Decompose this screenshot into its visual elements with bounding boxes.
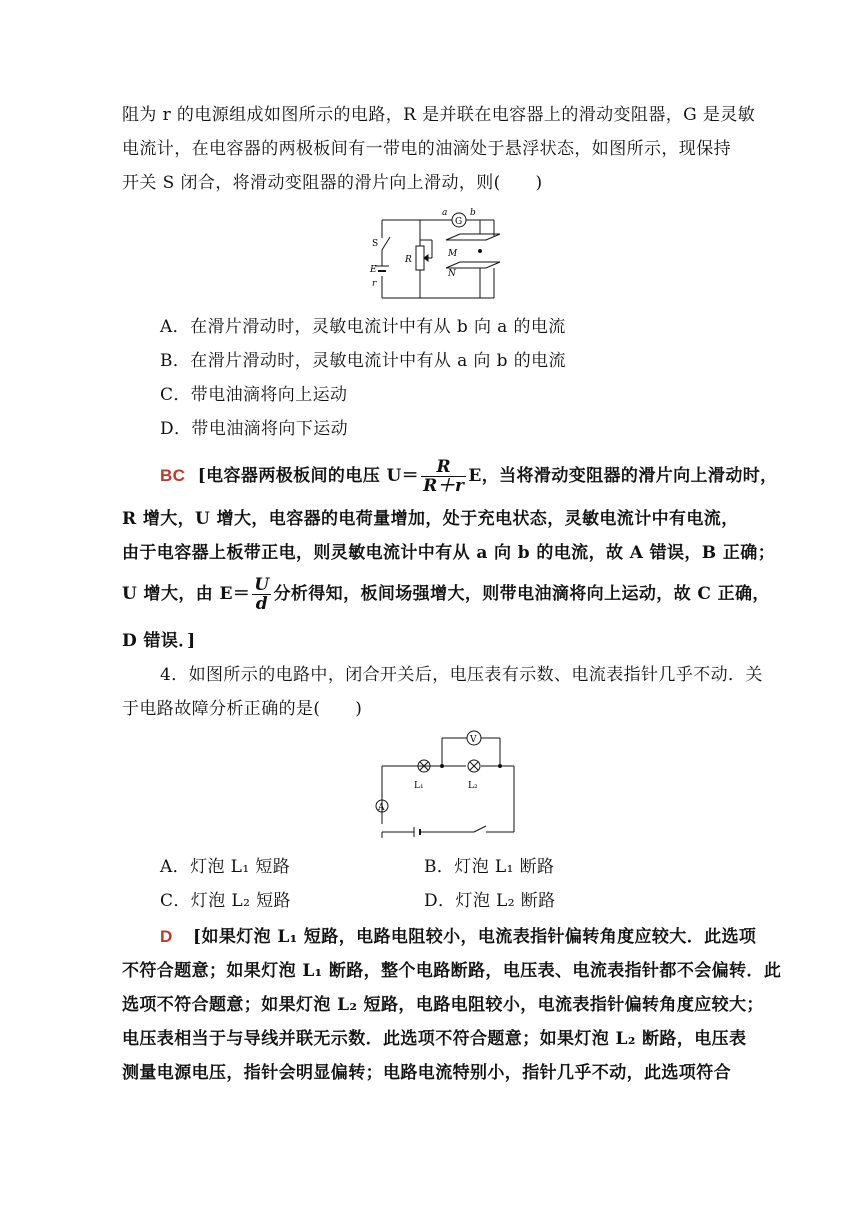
q3-stem-line-3: 开关 S 闭合，将滑动变阻器的滑片向上滑动，则( ) bbox=[122, 173, 543, 193]
q3-stem-line-2: 电流计，在电容器的两极板间有一带电的油滴处于悬浮状态，如图所示，现保持 bbox=[122, 139, 731, 159]
plate-n-label: N bbox=[448, 269, 456, 279]
switch-label: S bbox=[372, 239, 379, 249]
q4-explanation-line-1 bbox=[160, 926, 756, 948]
q3-explanation-line-5: D 错误．] bbox=[122, 631, 196, 651]
q3-option-d: D．带电油滴将向下运动 bbox=[160, 419, 349, 439]
q4-option-d: D．灯泡 L₂ 断路 bbox=[424, 891, 556, 911]
q3-option-c: C．带电油滴将向上运动 bbox=[160, 385, 348, 405]
fraction-denominator: R＋r bbox=[423, 476, 465, 496]
fraction2-numerator: U bbox=[254, 575, 270, 595]
q4-option-a: A．灯泡 L₁ 短路 bbox=[160, 857, 291, 877]
q4-explanation-line-3: 选项不符合题意；如果灯泡 L₂ 短路，电路电阻较小，电流表指针偏转角度应较大； bbox=[122, 995, 764, 1015]
q3-explanation-line-2: R 增大，U 增大，电容器的电荷量增加，处于充电状态，灵敏电流计中有电流， bbox=[122, 509, 739, 529]
bulb-l2-label: L₂ bbox=[468, 781, 478, 791]
plate-m-label: M bbox=[448, 249, 458, 259]
node-a-label: a bbox=[442, 208, 448, 218]
q3-explanation-line-1 bbox=[160, 458, 778, 495]
node-b-label: b bbox=[470, 208, 476, 218]
rheostat-label: R bbox=[405, 255, 412, 265]
internal-resistance-label: r bbox=[372, 279, 377, 289]
emf-label: E bbox=[370, 265, 377, 275]
fraction-numerator: R bbox=[421, 458, 466, 477]
q3-expl-pre: [电容器两极板间的电压 U＝ bbox=[197, 466, 420, 486]
q4-stem-line-2: 于电路故障分析正确的是( ) bbox=[122, 699, 363, 719]
voltage-fraction bbox=[421, 458, 466, 495]
q3-answer-key: BC bbox=[160, 466, 186, 485]
q4-explanation-line-2: 不符合题意；如果灯泡 L₁ 断路，整个电路断路，电压表、电流表指针都不会偏转．此 bbox=[122, 961, 782, 981]
q3-circuit-figure bbox=[362, 204, 502, 304]
q3-option-a: A．在滑片滑动时，灵敏电流计中有从 b 向 a 的电流 bbox=[160, 317, 566, 337]
q3-explanation-line-4 bbox=[122, 576, 770, 613]
q3-expl-post: E，当将滑动变阻器的滑片向上滑动时， bbox=[468, 466, 778, 486]
q4-circuit-figure bbox=[374, 726, 520, 838]
fraction2-denominator: d bbox=[255, 594, 268, 614]
q3-expl4-pre: U 增大，由 E＝ bbox=[122, 584, 251, 604]
bulb-l1-label: L₁ bbox=[414, 781, 424, 791]
q4-option-b: B．灯泡 L₁ 断路 bbox=[424, 857, 555, 877]
q3-expl4-post: 分析得知，板间场强增大，则带电油滴将向上运动，故 C 正确， bbox=[273, 584, 770, 604]
q4-explanation-line-5: 测量电源电压，指针会明显偏转；电路电流特别小，指针几乎不动，此选项符合 bbox=[122, 1063, 731, 1083]
q4-explanation-line-4: 电压表相当于与导线并联无示数．此选项不符合题意；如果灯泡 L₂ 断路，电压表 bbox=[122, 1029, 747, 1049]
field-fraction bbox=[252, 576, 271, 613]
q4-option-c: C．灯泡 L₂ 短路 bbox=[160, 891, 291, 911]
q3-stem-line-1: 阻为 r 的电源组成如图所示的电路，R 是并联在电容器上的滑动变阻器，G 是灵敏 bbox=[122, 105, 756, 125]
ammeter-label: A bbox=[378, 803, 385, 813]
q4-expl-line1-text: [如果灯泡 L₁ 短路，电路电阻较小，电流表指针偏转角度应较大．此选项 bbox=[193, 927, 757, 947]
voltmeter-label: V bbox=[470, 735, 477, 745]
q4-answer-key: D bbox=[160, 927, 173, 946]
q3-explanation-line-3: 由于电容器上板带正电，则灵敏电流计中有从 a 向 b 的电流，故 A 错误，B 正确； bbox=[122, 543, 776, 563]
galvanometer-label: G bbox=[455, 217, 463, 227]
q3-option-b: B．在滑片滑动时，灵敏电流计中有从 a 向 b 的电流 bbox=[160, 351, 566, 371]
q4-stem-line-1: 4．如图所示的电路中，闭合开关后，电压表有示数、电流表指针几乎不动．关 bbox=[160, 665, 763, 685]
